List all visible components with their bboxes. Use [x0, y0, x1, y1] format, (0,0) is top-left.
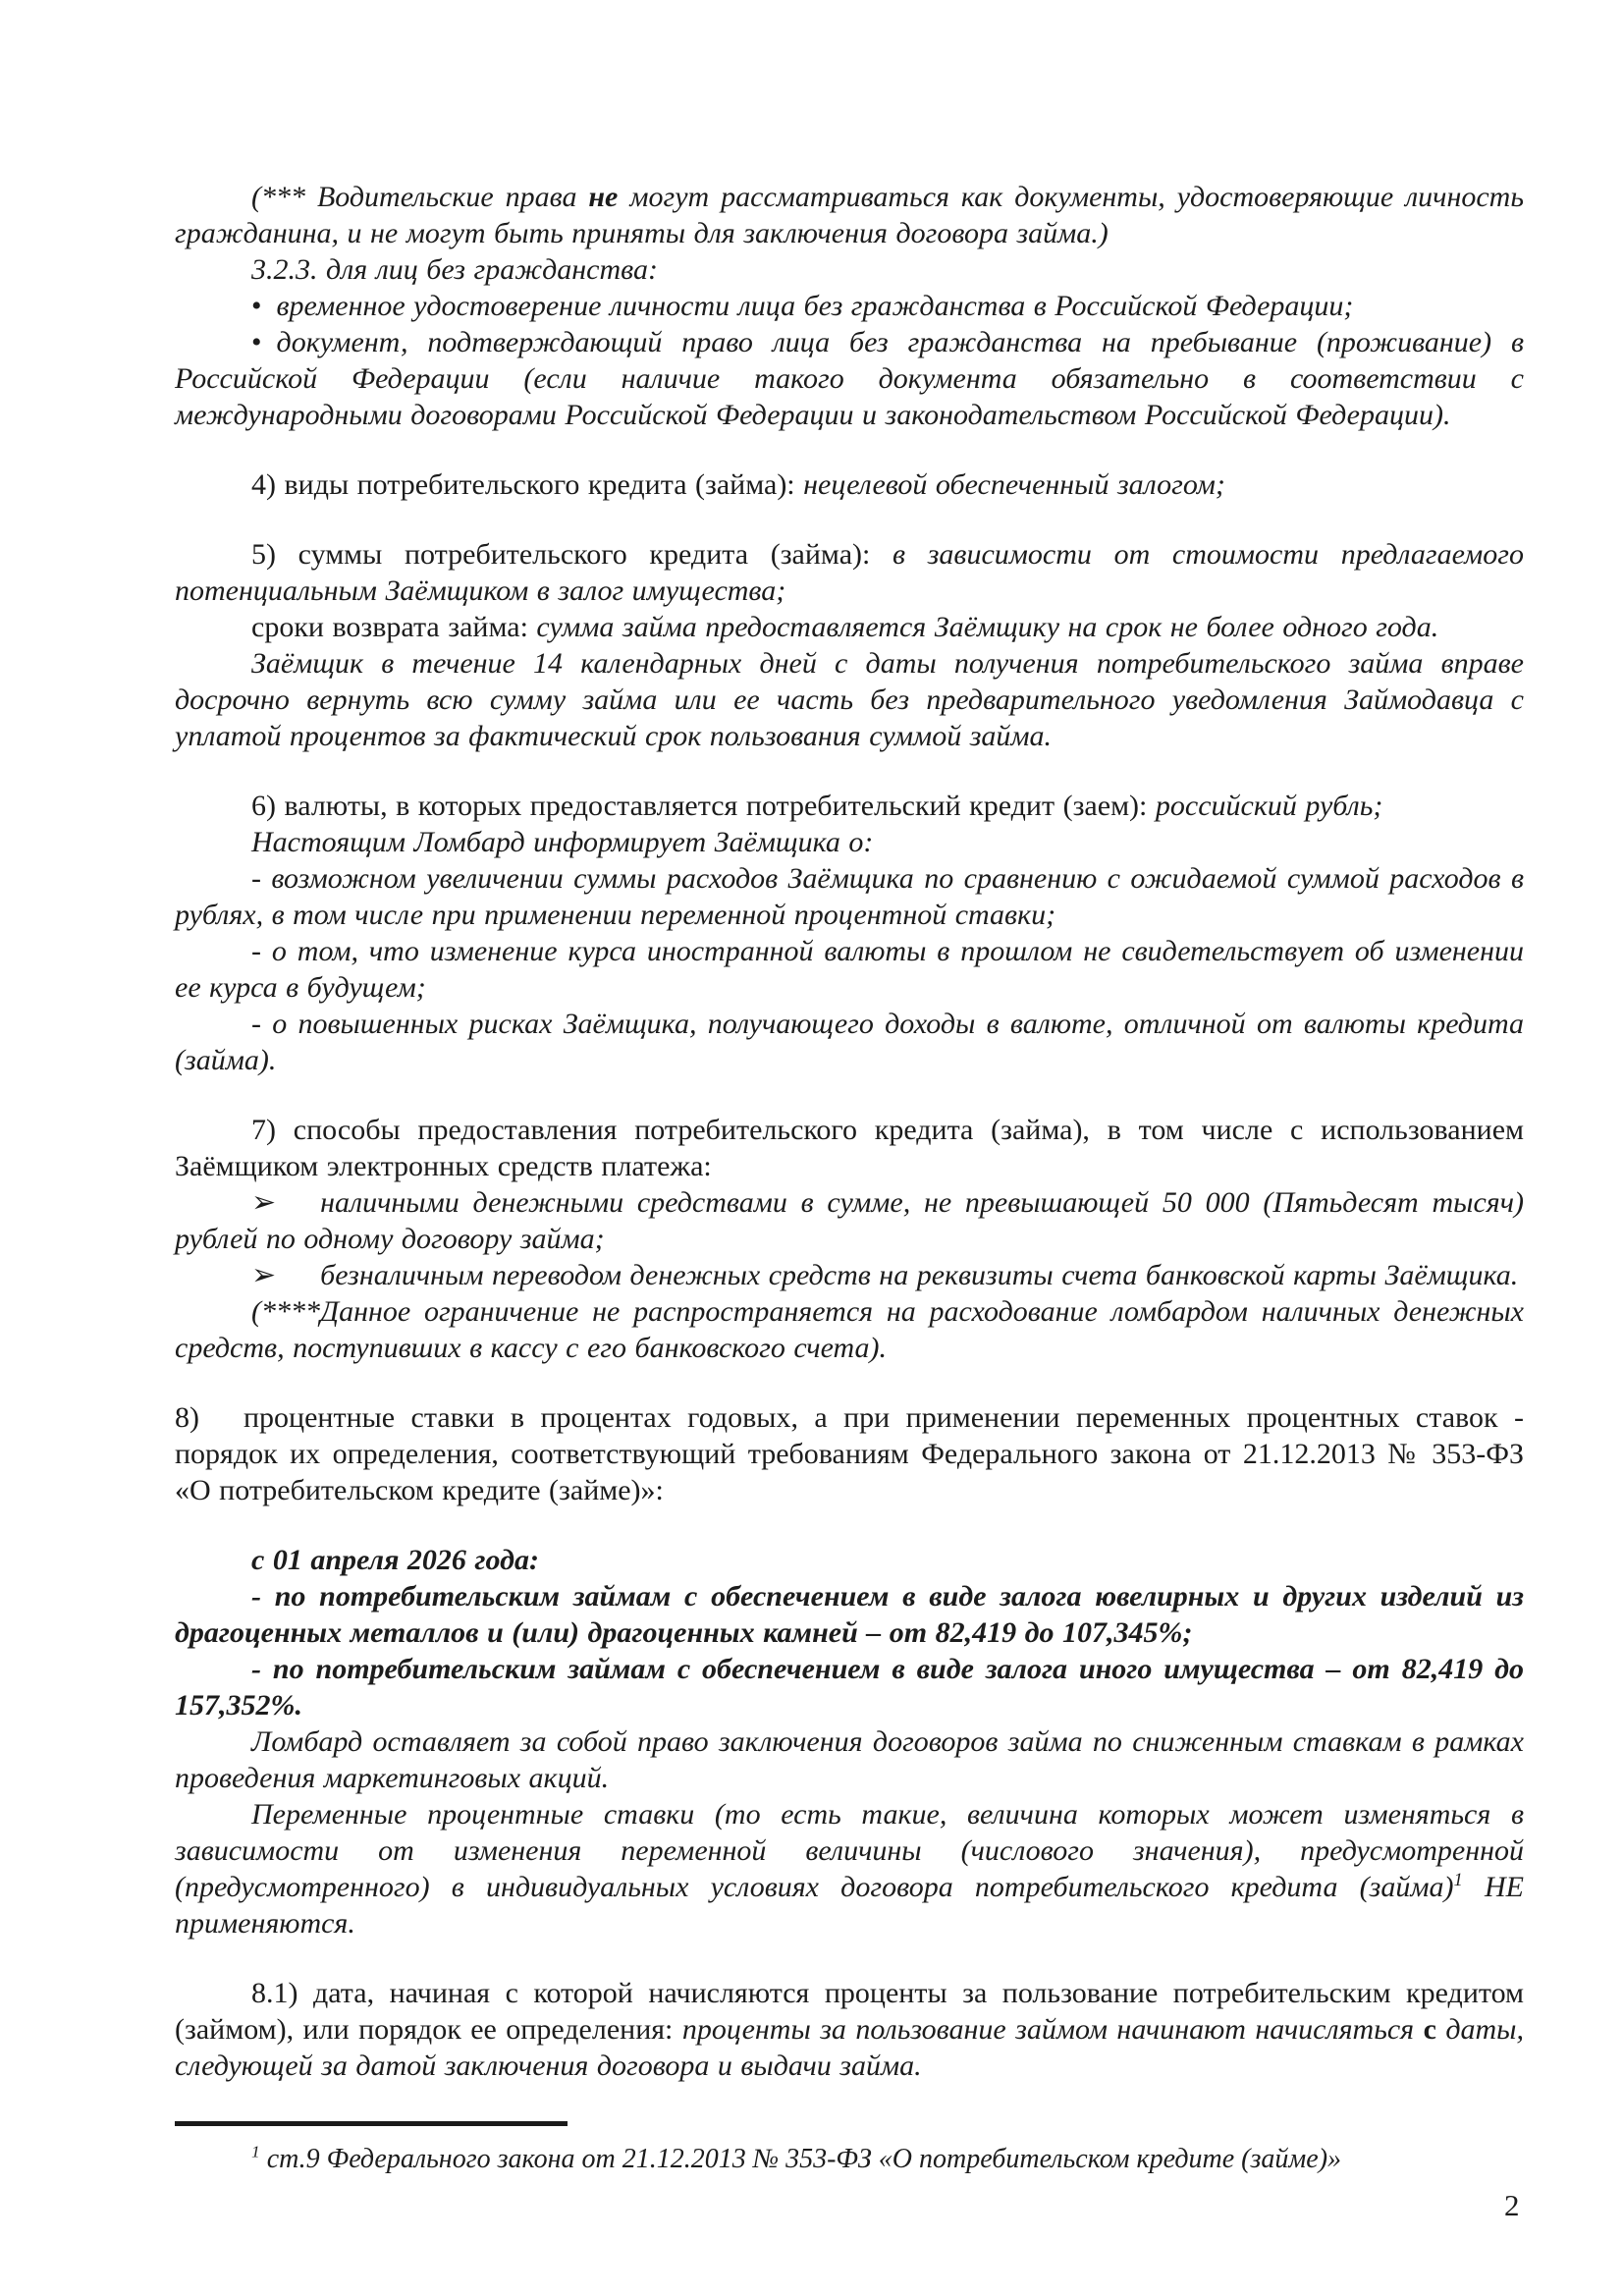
text-run: с: [1423, 2013, 1436, 2046]
text-run: 3.2.3. для лиц без гражданства:: [251, 253, 658, 286]
text-run: проценты за пользование займом начинают начисляться: [681, 2013, 1424, 2046]
clause-5-terms: [175, 609, 1524, 645]
clause-7-methods: [175, 1112, 1524, 1184]
text-run: 8) процентные ставки в процентах годовых, а при применении переменных процентных ставок - порядок их определения, соответствующий требованиям Федерального закона от 21.12.2013 № 353-ФЗ «О потребительском кредите (займе)»:: [175, 1401, 1524, 1506]
text-run: 7) способы предоставления потребительского кредита (займа), в том числе с использованием Заёмщиком электронных средств платежа:: [175, 1114, 1524, 1182]
text-run: - возможном увеличении суммы расходов Заёмщика по сравнению с ожидаемой суммой расходов в рублях, в том числе при применении переменной процентной ставки;: [175, 862, 1524, 931]
text-run: (****Данное ограничение не распространяется на расходование ломбардом наличных денежных средств, поступивших в кассу с его банковского счета).: [175, 1295, 1524, 1364]
bullet-transfer: [175, 1257, 1524, 1293]
footnote-separator: [175, 2121, 568, 2126]
clause-5-early-return: [175, 645, 1524, 754]
text-run: с 01 апреля 2026 года:: [251, 1544, 539, 1576]
clause-3-2-3-heading: [175, 251, 1524, 288]
text-run: даты, следующей за датой заключения договора и выдачи займа.: [175, 2013, 1524, 2082]
info-currency-risk: [175, 1006, 1524, 1078]
bullet-cash: [175, 1184, 1524, 1257]
text-run: нецелевой обеспеченный залогом;: [803, 468, 1225, 501]
clause-4-types: [175, 466, 1524, 503]
text-run: в зависимости от стоимости предлагаемого потенциальным Заёмщиком в залог имущества;: [175, 538, 1525, 607]
text-run: могут рассматриваться как документы, удостоверяющие личность гражданина, и не могут быть приняты для заключения договора займа.): [175, 181, 1524, 249]
text-run: 4) виды потребительского кредита (займа):: [251, 468, 804, 501]
note-marketing: [175, 1723, 1524, 1796]
text-run: безналичным переводом денежных средств на реквизиты счета банковской карты Заёмщика.: [320, 1259, 1519, 1291]
text-run: - о повышенных рисках Заёмщика, получающего доходы в валюте, отличной от валюты кредита (займа).: [175, 1008, 1524, 1076]
text-run: Ломбард оставляет за собой право заключения договоров займа по сниженным ставкам в рамках проведения маркетинговых акций.: [175, 1725, 1524, 1794]
text-run: НЕ применяются.: [175, 1871, 1524, 1940]
text-run: 8.1) дата, начиная с которой начисляются проценты за пользование потребительским кредитом (займом), или порядок ее определения:: [175, 1977, 1524, 2046]
info-cost-increase: [175, 860, 1524, 933]
clause-8-rates: [175, 1399, 1524, 1508]
text-run: 5) суммы потребительского кредита (займа):: [251, 538, 893, 571]
text-run: 1: [251, 2142, 260, 2161]
note-driver-license: [175, 179, 1524, 251]
document-body: [175, 179, 1524, 2084]
text-run: Заёмщик в течение 14 календарных дней с даты получения потребительского займа вправе досрочно вернуть всю сумму займа или ее часть без предварительного уведомления Займодавца с уплатой процентов за фактический срок пользования суммой займа.: [175, 647, 1524, 752]
clause-8-1-interest-date: [175, 1975, 1524, 2084]
text-run: - по потребительским займам с обеспечением в виде залога иного имущества – от 82,419 до 157,352%.: [175, 1653, 1524, 1722]
text-run: российский рубль;: [1155, 790, 1383, 822]
text-run: Настоящим Ломбард информирует Заёмщика о:: [251, 826, 874, 858]
text-run: временное удостоверение личности лица без гражданства в Российской Федерации;: [276, 290, 1354, 322]
footnote: [175, 2121, 1524, 2176]
footnote-text: [175, 2142, 1524, 2176]
text-run: ➢: [251, 1186, 321, 1219]
info-intro: [175, 824, 1524, 860]
rates-other-property: [175, 1651, 1524, 1723]
text-run: Переменные процентные ставки (то есть такие, величина которых может изменяться в зависимости от изменения переменной величины (числового значения), предусмотренной (предусмотренного) в индивидуальных условиях договора потребительского кредита (займа): [175, 1798, 1524, 1903]
text-run: документ, подтверждающий право лица без гражданства на пребывание (проживание) в Российской Федерации (если наличие такого документа обязательно в соответствии с международными договорами Российской Федерации и законодательством Российской Федерации).: [175, 326, 1524, 431]
bullet-temp-id: [175, 288, 1524, 324]
text-run: сроки возврата займа:: [251, 611, 537, 643]
rates-jewelry: [175, 1578, 1524, 1651]
text-run: сумма займа предоставляется Заёмщику на срок не более одного года.: [536, 611, 1439, 643]
text-run: - о том, что изменение курса иностранной валюты в прошлом не свидетельствует об изменении ее курса в будущем;: [175, 935, 1524, 1004]
bullet-residence-doc: [175, 324, 1524, 433]
note-cash-limit: [175, 1293, 1524, 1366]
text-run: •: [251, 290, 277, 322]
text-run: наличными денежными средствами в сумме, не превышающей 50 000 (Пятьдесят тысяч) рублей по одному договору займа;: [175, 1186, 1524, 1255]
text-run: 1: [1453, 1870, 1463, 1890]
clause-5-sums: [175, 536, 1524, 609]
text-run: ➢: [251, 1259, 321, 1291]
text-run: 6) валюты, в которых предоставляется потребительский кредит (заем):: [251, 790, 1156, 822]
text-run: не: [588, 181, 619, 213]
text-run: ст.9 Федерального закона от 21.12.2013 № 353-ФЗ «О потребительском кредите (займе)»: [259, 2144, 1342, 2174]
rates-effective-date: [175, 1542, 1524, 1578]
page-number: 2: [1504, 2188, 1520, 2222]
text-run: (*** Водительские права: [251, 181, 589, 213]
note-variable-rates: [175, 1796, 1524, 1941]
text-run: - по потребительским займам с обеспечением в виде залога ювелирных и других изделий из драгоценных металлов и (или) драгоценных камней – от 82,419 до 107,345%;: [175, 1580, 1524, 1649]
text-run: •: [251, 326, 277, 358]
clause-6-currency: [175, 788, 1524, 824]
info-exchange-rate: [175, 933, 1524, 1006]
